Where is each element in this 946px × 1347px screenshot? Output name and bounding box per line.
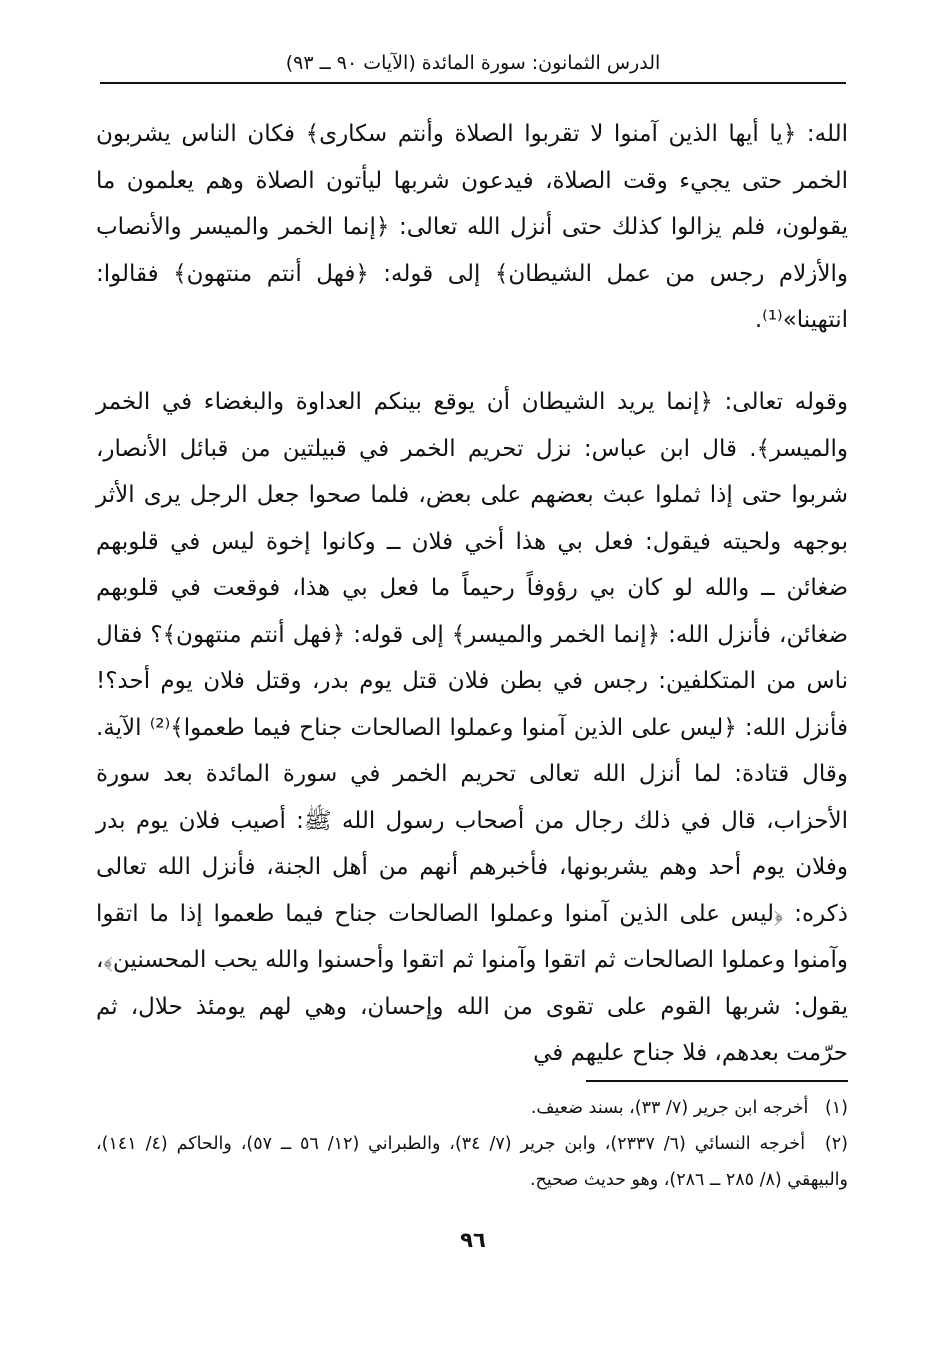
- page-number: ٩٦: [460, 1228, 486, 1252]
- paragraph-1: الله: ﴿يا أيها الذين آمنوا لا تقربوا الصلاة وأنتم سكارى﴾ فكان الناس يشربون الخمر حتى يجيء وقت الصلاة، فيدعون شربها ليأتون الصلاة وهم يعلمون ما يقولون، فلم يزالوا كذلك حتى أنزل الله تعالى: ﴿إنما الخمر والميسر والأنصاب والأزلام رجس من عمل الشيطان﴾ إلى قوله: ﴿فهل أنتم منتهون﴾ فقالوا: انتهينا»⁽¹⁾.: [96, 121, 848, 333]
- footnote-text: أخرجه النسائي (٦/ ٢٣٣٧)، وابن جرير (٧/ ٣٤)، والطبراني (١٢/ ٥٦ ــ ٥٧)، والحاكم (٤/ ١٤١)، والبيهقي (٨/ ٢٨٥ ــ ٢٨٦)، وهو حديث صحيح.: [96, 1134, 848, 1190]
- paragraph-2: وقوله تعالى: ﴿إنما يريد الشيطان أن يوقع بينكم العداوة والبغضاء في الخمر والميسر﴾. قال ابن عباس: نزل تحريم الخمر في قبيلتين من قبائل الأنصار، شربوا حتى إذا ثملوا عبث بعضهم على بعض، فلما صحوا جعل الرجل يرى الأثر بوجهه ولحيته فيقول: فعل بي هذا أخي فلان ــ وكانوا إخوة ليس في قلوبهم ضغائن ــ والله لو كان بي رؤوفاً رحيماً ما فعل بي هذا، فوقعت في قلوبهم ضغائن، فأنزل الله: ﴿إنما الخمر والميسر﴾ إلى قوله: ﴿فهل أنتم منتهون﴾؟ فقال ناس من المتكلفين: رجس في بطن فلان قتل يوم بدر، وقتل فلان يوم أحد؟! فأنزل الله: ﴿ليس على الذين آمنوا وعملوا الصالحات جناح فيما طعموا﴾⁽²⁾ الآية. وقال قتادة: لما أنزل الله تعالى تحريم الخمر في سورة المائدة بعد سورة الأحزاب، قال في ذلك رجال من أصحاب رسول الله ﷺ: أصيب فلان يوم بدر وفلان يوم أحد وهم يشربونها، فأخبرهم أنهم من أهل الجنة، فأنزل الله تعالى ذكره: ﴿ليس على الذين آمنوا وعملوا الصالحات جناح فيما طعموا إذا ما اتقوا وآمنوا وعملوا الصالحات ثم اتقوا وآمنوا ثم اتقوا وأحسنوا والله يحب المحسنين﴾، يقول: شربها القوم على تقوى من الله وإحسان، وهي لهم يومئذ حلال، ثم حرّمت بعدهم، فلا جناح عليهم في: [96, 389, 848, 1066]
- footnotes: [96, 1090, 848, 1198]
- footnote-number: (١): [824, 1098, 848, 1118]
- footnote-2: [96, 1126, 848, 1198]
- footnote-number: (٢): [824, 1134, 848, 1154]
- running-header: الدرس الثمانون: سورة المائدة (الآيات ٩٠ ــ ٩٣): [100, 50, 846, 84]
- footnote-separator: [586, 1080, 848, 1082]
- footnote-1: [96, 1090, 848, 1126]
- footnote-text: أخرجه ابن جرير (٧/ ٣٣)، بسند ضعيف.: [530, 1098, 809, 1118]
